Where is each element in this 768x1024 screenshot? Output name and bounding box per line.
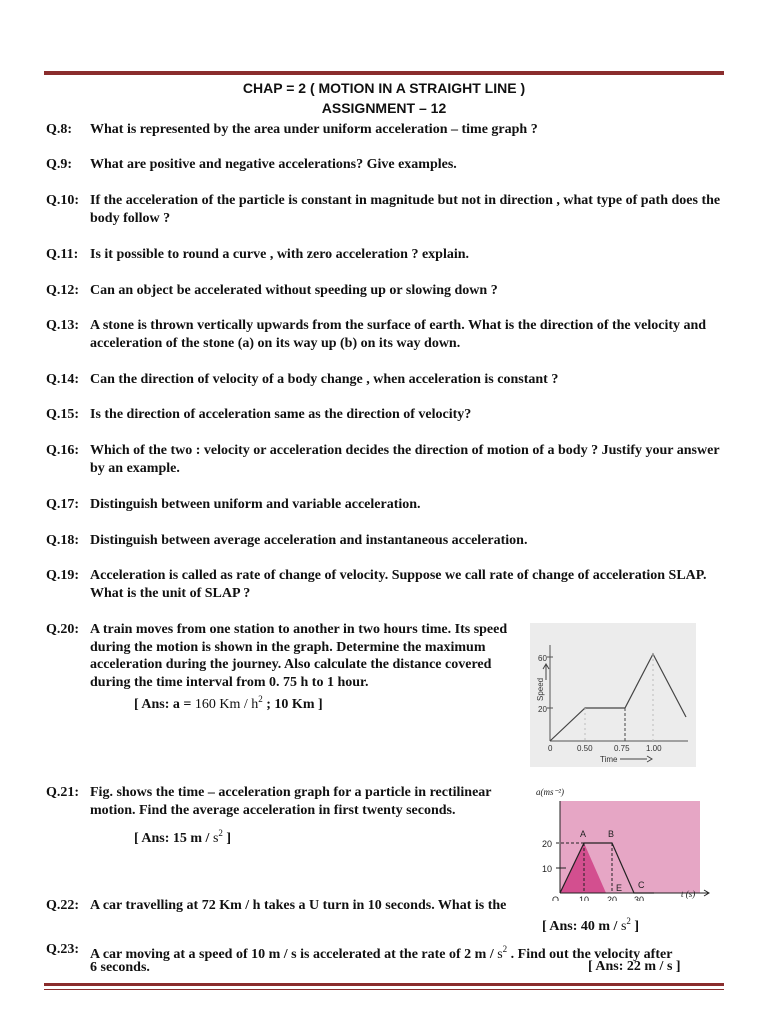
point-label-E: E <box>616 883 623 893</box>
answer-value: 160 Km / <box>194 697 248 712</box>
question-number: Q.8: <box>46 122 73 137</box>
question-text: Fig. shows the time – acceleration graph for a particle in rectilinear motion. Find the average acceleration in first twenty seconds. <box>90 785 492 818</box>
point-label-C: C <box>638 880 645 890</box>
speed-time-graph <box>530 623 696 767</box>
x-tick-label: 0.50 <box>577 744 593 753</box>
x-tick-label: 20 <box>607 895 618 901</box>
unit-exponent: 2 <box>502 944 508 954</box>
question-text: Distinguish between average acceleration and instantaneous acceleration. <box>90 533 528 548</box>
x-axis-label: t (s) <box>681 889 696 899</box>
question-text: Acceleration is called as rate of change of velocity. Suppose we call rate of change of acceleration SLAP. What is the unit of SLAP ? <box>90 568 707 601</box>
answer-prefix: [ Ans: a = <box>134 697 195 712</box>
answer-exponent: 2 <box>626 916 631 926</box>
x-tick-label: 30 <box>634 895 645 901</box>
question-text: Can an object be accelerated without speeding up or slowing down ? <box>90 283 498 298</box>
x-arrow-head <box>647 756 652 762</box>
speed-line <box>550 654 686 741</box>
y-tick-label: 20 <box>542 839 553 849</box>
acceleration-time-graph <box>536 787 720 901</box>
point-label-B: B <box>608 829 615 839</box>
question-text: A train moves from one station to another in two hours time. Its speed during the motion is shown in the graph. Determine the maximum acceleration during the journey. Also calculate the distance covered during the time interval from 0. 75 h to 1 hour. <box>90 622 508 690</box>
answer-unit: s <box>620 919 627 934</box>
answer-suffix: ] <box>226 831 232 846</box>
answer-q21 <box>134 828 231 847</box>
answer-q23: [ Ans: 22 m / s ] <box>588 959 681 974</box>
question-text: A car travelling at 72 Km / h takes a U turn in 10 seconds. What is the <box>90 898 507 913</box>
question-text: A car moving at a speed of 10 m / s is accelerated at the rate of 2 m / <box>90 947 494 962</box>
y-axis-label: a(ms⁻²) <box>536 787 564 797</box>
question-number: Q.19: <box>46 568 80 583</box>
point-label-A: A <box>580 829 587 839</box>
bottom-rule-thin <box>44 989 724 990</box>
question-number: Q.11: <box>46 247 79 262</box>
origin-label: 0 <box>548 744 553 753</box>
question-text: Is it possible to round a curve , with zero acceleration ? explain. <box>90 247 470 262</box>
answer-prefix: [ Ans: 15 m / <box>134 831 210 846</box>
x-axis-label: Time <box>600 755 618 764</box>
bottom-rule <box>44 983 724 986</box>
question-number: Q.23: <box>46 942 80 957</box>
y-tick-label: 10 <box>542 864 553 874</box>
question-text: Is the direction of acceleration same as the direction of velocity? <box>90 407 472 422</box>
unit-s: s <box>497 947 503 962</box>
answer-q22 <box>542 916 639 935</box>
question-text-cont: . Find out the velocity after <box>510 947 673 962</box>
question-number: Q.13: <box>46 318 80 333</box>
chapter-title: CHAP = 2 ( MOTION IN A STRAIGHT LINE ) <box>242 80 526 96</box>
question-text: If the acceleration of the particle is constant in magnitude but not in direction , what type of path does the body follow ? <box>90 193 721 226</box>
question-text: Which of the two : velocity or acceleration decides the direction of motion of a body ? Justify your answer by an example. <box>90 443 720 476</box>
question-number: Q.18: <box>46 533 80 548</box>
speed-time-svg <box>530 623 696 767</box>
answer-unit: s <box>212 831 219 846</box>
question-number: Q.22: <box>46 898 80 913</box>
question-number: Q.16: <box>46 443 80 458</box>
question-text-line2: 6 seconds. <box>90 960 150 975</box>
question-number: Q.15: <box>46 407 80 422</box>
y-tick-label: 20 <box>538 705 547 714</box>
answer-q20 <box>134 694 323 713</box>
question-number: Q.9: <box>46 157 73 172</box>
answer-exponent: 2 <box>218 828 223 838</box>
assignment-title: ASSIGNMENT – 12 <box>321 100 447 116</box>
question-number: Q.20: <box>46 622 80 637</box>
question-number: Q.14: <box>46 372 80 387</box>
origin-label: O <box>552 895 560 901</box>
question-number: Q.10: <box>46 193 80 208</box>
question-text: A stone is thrown vertically upwards from the surface of earth. What is the direction of the velocity and acceleration of the stone (a) on its way up (b) on its way down. <box>90 318 707 351</box>
x-tick-label: 10 <box>579 895 590 901</box>
question-text: Distinguish between uniform and variable acceleration. <box>90 497 421 512</box>
question-text: What is represented by the area under uniform acceleration – time graph ? <box>90 122 538 137</box>
x-tick-label: 0.75 <box>614 744 630 753</box>
question-number: Q.21: <box>46 785 80 800</box>
top-rule <box>44 71 724 75</box>
y-axis-label: Speed <box>536 677 545 701</box>
x-tick-label: 1.00 <box>646 744 662 753</box>
y-tick-label: 60 <box>538 654 547 663</box>
question-number: Q.12: <box>46 283 80 298</box>
answer-suffix: ; 10 Km ] <box>262 697 323 712</box>
answer-exponent: 2 <box>258 694 263 704</box>
question-text: What are positive and negative accelerations? Give examples. <box>90 157 457 172</box>
question-number: Q.17: <box>46 497 80 512</box>
answer-prefix: [ Ans: 40 m / <box>542 919 618 934</box>
acceleration-time-svg <box>536 787 720 901</box>
answer-suffix: ] <box>634 919 640 934</box>
answer-unit: h <box>251 697 259 712</box>
question-text: Can the direction of velocity of a body change , when acceleration is constant ? <box>90 372 559 387</box>
